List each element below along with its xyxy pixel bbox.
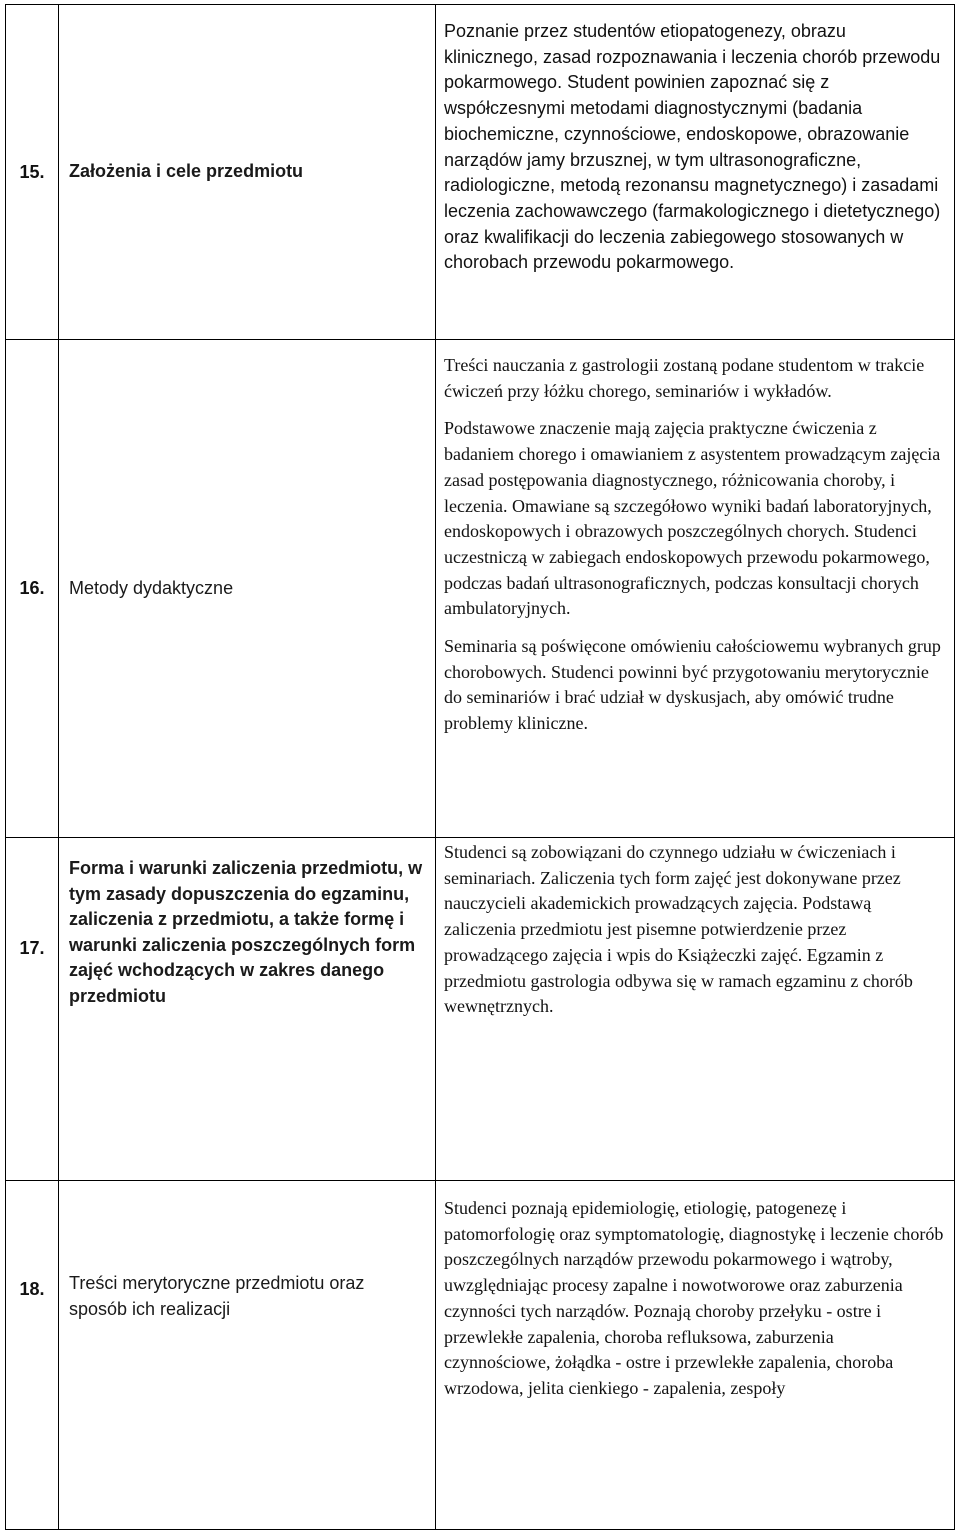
syllabus-table <box>5 4 955 1530</box>
row-content-16 <box>436 340 955 838</box>
goals-text: Poznanie przez studentów etiopatogenezy, obrazu klinicznego, zasad rozpoznawania i leczenia chorób przewodu pokarmowego. Student powinien zapoznać się z współczesnymi metodami diagnostycznymi (badania biochemiczne, czynnościowe, endoskopowe, obrazowanie narządów jamy brzusznej, w tym ultrasonograficzne, radiologiczne, metodą rezonansu magnetycznego) i zasadami leczenia zachowawczego (farmakologicznego i dietetycznego) oraz kwalifikacji do leczenia zabiegowego stosowanych w chorobach przewodu pokarmowego. <box>444 21 941 273</box>
methods-paragraph-3: Seminaria są poświęcone omówieniu całościowemu wybranych grup chorobowych. Studenci powinni być przygotowaniu merytorycznie do seminariów i brać udział w dyskusjach, aby omówić trudne problemy kliniczne. <box>444 636 941 734</box>
table-row-18 <box>6 1181 955 1530</box>
row-number-17: 17. <box>6 838 59 1181</box>
methods-paragraph-1: Treści nauczania z gastrologii zostaną podane studentom w trakcie ćwiczeń przy łóżku chorego, seminariów i wykładów. <box>444 355 925 401</box>
row-label-15: Założenia i cele przedmiotu <box>59 5 436 340</box>
content-text: Studenci poznają epidemiologię, etiologię, patogenezę i patomorfologię oraz symptomatologię, diagnostykę i leczenie chorób poszczególnych narządów przewodu pokarmowego i wątroby, uwzględniając procesy zapalne i nowotworowe oraz zaburzenia czynności tych narządów. Poznają choroby przełyku - ostre i przewlekłe zapalenia, choroba refluksowa, zaburzenia czynnościowe, żołądka - ostre i przewlekłe zapalenia, choroba wrzodowa, jelita cienkiego - zapalenia, zespoły <box>444 1198 944 1398</box>
table-row-16 <box>6 340 955 838</box>
methods-paragraph-2: Podstawowe znaczenie mają zajęcia praktyczne ćwiczenia z badaniem chorego i omawianiem z asystentem prowadzącym zajęcia zasad postępowania diagnostycznego, różnicowania choroby, i leczenia. Omawiane są szczegółowo wyniki badań laboratoryjnych, endoskopowych i obrazowych poszczególnych chorych. Studenci uczestniczą w zabiegach endoskopowych przewodu pokarmowego, podczas badań ultrasonograficznych, podczas konsultacji chorych ambulatoryjnych. <box>444 418 941 619</box>
row-content-15 <box>436 5 955 340</box>
table-row-17 <box>6 838 955 1181</box>
row-number-18: 18. <box>6 1181 59 1530</box>
row-number-16: 16. <box>6 340 59 838</box>
row-content-18 <box>436 1181 955 1530</box>
row-number-15: 15. <box>6 5 59 340</box>
row-content-17 <box>436 838 955 1181</box>
row-label-17: Forma i warunki zaliczenia przedmiotu, w tym zasady dopuszczenia do egzaminu, zaliczenia z przedmiotu, a także formę i warunki zaliczenia poszczególnych form zajęć wchodzących w zakres danego przedmiotu <box>59 838 436 1181</box>
assessment-text: Studenci są zobowiązani do czynnego udziału w ćwiczeniach i seminariach. Zaliczenia tych form zajęć jest dokonywane przez nauczycieli akademickich prowadzących zajęcia. Podstawą zaliczenia przedmiotu jest pisemne potwierdzenie przez prowadzącego zajęcia i wpis do Książeczki zajęć. Egzamin z przedmiotu gastrologia odbywa się w ramach egzaminu z chorób wewnętrznych. <box>444 842 913 1017</box>
table-row-15 <box>6 5 955 340</box>
row-label-18: Treści merytoryczne przedmiotu oraz sposób ich realizacji <box>59 1181 436 1530</box>
row-label-16: Metody dydaktyczne <box>59 340 436 838</box>
